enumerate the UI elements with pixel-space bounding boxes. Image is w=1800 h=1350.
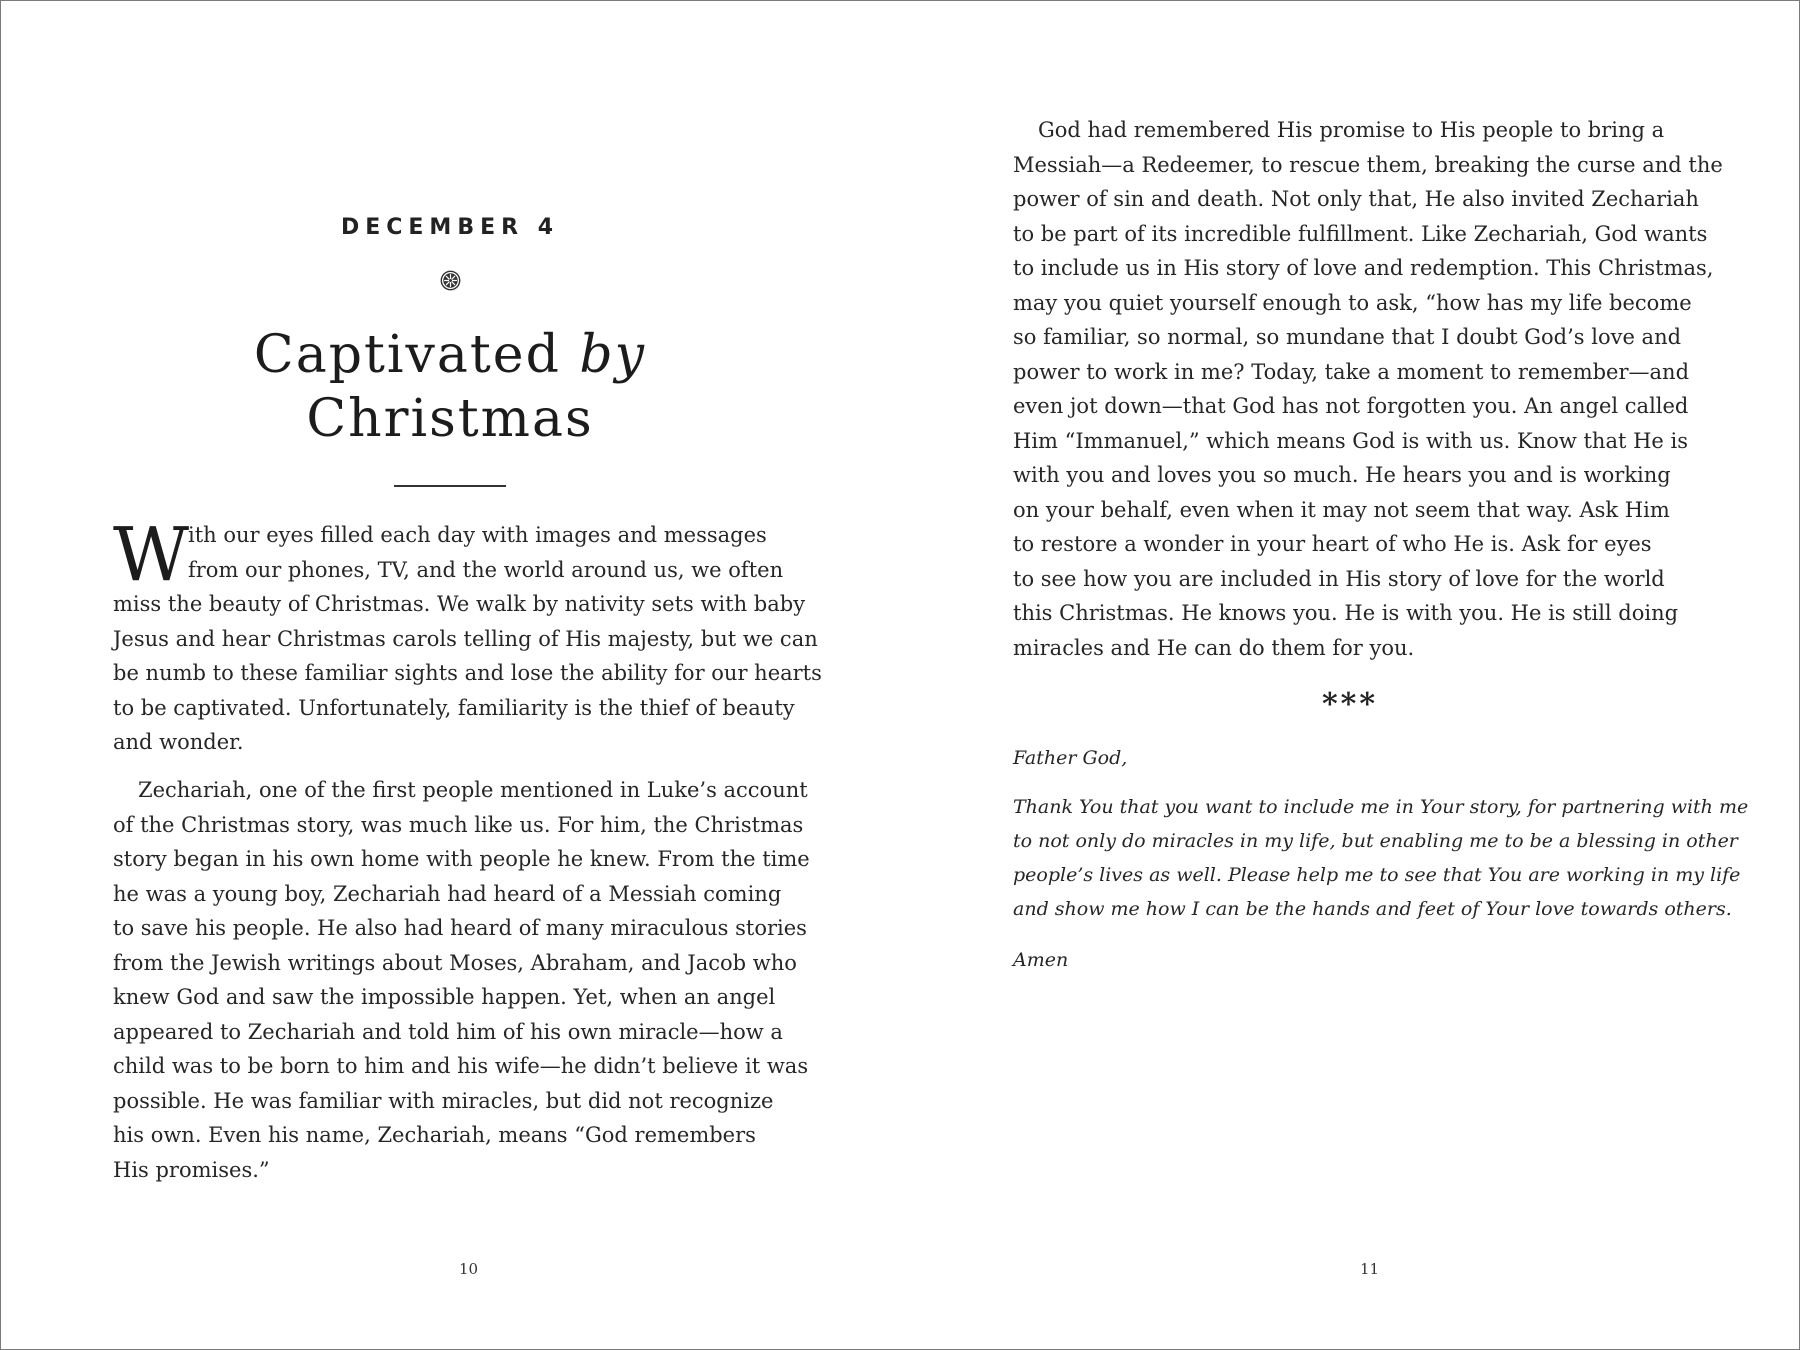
paragraph-line: with you and loves you so much. He hears you and is working <box>1013 463 1671 487</box>
paragraph-line: story began in his own home with people he knew. From the time <box>113 847 810 871</box>
paragraph-line: appeared to Zechariah and told him of his own miracle—how a <box>113 1019 783 1044</box>
paragraph-line: Zechariah, one of the first people mentioned in Luke’s account <box>138 778 808 802</box>
page-number-right: 11 <box>1360 1260 1380 1278</box>
date-label: DECEMBER 4 <box>340 215 560 240</box>
prayer-line: people’s lives as well. Please help me to see that You are working in my life <box>1013 864 1741 886</box>
paragraph-line: may you quiet yourself enough to ask, “how has my life become <box>1013 290 1692 315</box>
paragraph-line: of the Christmas story, was much like us. For him, the Christmas <box>113 812 804 837</box>
paragraph-line: power of sin and death. Not only that, He also invited Zechariah <box>1013 187 1699 211</box>
drop-cap-letter: W <box>113 512 190 598</box>
paragraph-line: to be part of its incredible fulfillment. Like Zechariah, God wants <box>1013 221 1708 246</box>
opening-paragraph <box>113 512 822 760</box>
title-regular-text: Captivated <box>253 325 580 385</box>
paragraph-line: from our phones, TV, and the world around us, we often <box>188 557 784 582</box>
paragraph-line: ith our eyes filled each day with images and messages <box>188 523 767 547</box>
right-page <box>901 1 1799 1349</box>
paragraph-line: power to work in me? Today, take a moment to remember—and <box>1013 359 1690 384</box>
paragraph-line: to restore a wonder in your heart of who He is. Ask for eyes <box>1013 532 1652 556</box>
paragraph-line: Him “Immanuel,” which means God is with us. Know that He is <box>1013 428 1688 453</box>
paragraph-line: his own. Even his name, Zechariah, means “God remembers <box>113 1123 756 1147</box>
paragraph-line: miss the beauty of Christmas. We walk by nativity sets with baby <box>113 592 806 616</box>
paragraph-line: to see how you are included in His story of love for the world <box>1013 566 1665 591</box>
paragraph-line: this Christmas. He knows you. He is with you. He is still doing <box>1013 601 1679 625</box>
reflection-paragraph <box>1013 113 1723 665</box>
paragraph-line: so familiar, so normal, so mundane that I doubt God’s love and <box>1013 325 1682 349</box>
page-number-left: 10 <box>459 1260 479 1278</box>
prayer-closing: Amen <box>1013 949 1069 971</box>
paragraph-line: knew God and saw the impossible happen. Yet, when an angel <box>113 985 776 1009</box>
paragraph-line: Messiah—a Redeemer, to rescue them, breaking the curse and the <box>1013 152 1723 177</box>
chapter-title <box>113 323 787 451</box>
paragraph-line: to save his people. He also had heard of many miraculous stories <box>113 916 807 940</box>
paragraph-line: he was a young boy, Zechariah had heard of a Messiah coming <box>113 881 782 906</box>
paragraph-line: even jot down—that God has not forgotten you. An angel called <box>1013 394 1689 418</box>
paragraph-line: from the Jewish writings about Moses, Abraham, and Jacob who <box>113 950 797 975</box>
paragraph-line: on your behalf, even when it may not seem that way. Ask Him <box>1013 497 1670 522</box>
paragraph-line: God had remembered His promise to His people to bring a <box>1038 118 1665 142</box>
paragraph-line: Jesus and hear Christmas carols telling of His majesty, but we can <box>113 626 818 651</box>
prayer-line: to not only do miracles in my life, but enabling me to be a blessing in other <box>1013 830 1738 852</box>
left-page <box>1 1 900 1349</box>
paragraph-line: His promises.” <box>113 1157 270 1182</box>
paragraph-line: to include us in His story of love and redemption. This Christmas, <box>1013 256 1714 280</box>
section-separator: *** <box>1321 687 1379 722</box>
paragraph-line: possible. He was familiar with miracles, but did not recognize <box>113 1088 774 1113</box>
zechariah-paragraph <box>113 773 810 1187</box>
paragraph-line: miracles and He can do them for you. <box>1013 635 1415 660</box>
paragraph-line: be numb to these familiar sights and lose the ability for our hearts <box>113 661 822 685</box>
snowflake-medallion-icon <box>440 270 461 291</box>
paragraph-line: and wonder. <box>113 730 244 754</box>
prayer-line: and show me how I can be the hands and feet of Your love towards others. <box>1013 898 1732 920</box>
prayer-line: Thank You that you want to include me in Your story, for partnering with me <box>1013 796 1749 818</box>
title-divider <box>394 485 506 487</box>
paragraph-line: to be captivated. Unfortunately, familiarity is the thief of beauty <box>113 695 795 720</box>
prayer-greeting: Father God, <box>1013 747 1128 769</box>
chapter-title-line-2: Christmas <box>306 389 594 449</box>
prayer-body <box>1013 790 1748 926</box>
paragraph-line: child was to be born to him and his wife—he didn’t believe it was <box>113 1054 809 1078</box>
title-italic-text: by <box>579 325 647 385</box>
chapter-title-line-1 <box>113 323 787 387</box>
